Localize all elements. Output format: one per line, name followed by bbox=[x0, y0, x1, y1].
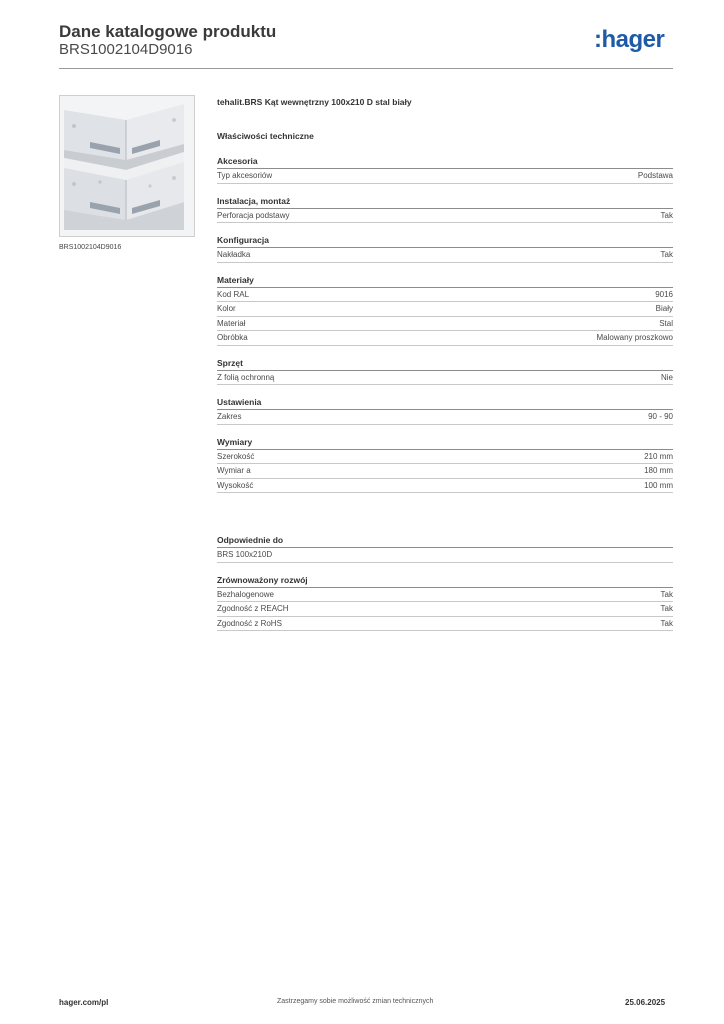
corner-duct-illustration bbox=[60, 96, 194, 236]
section-configuration bbox=[217, 235, 673, 263]
spec-content bbox=[217, 97, 673, 631]
spec-row bbox=[217, 479, 673, 494]
section-accessories bbox=[217, 156, 673, 184]
spec-value: 9016 bbox=[655, 289, 673, 299]
spec-row bbox=[217, 169, 673, 184]
spec-row bbox=[217, 548, 673, 563]
spec-label: Materiał bbox=[217, 318, 246, 328]
spec-label: Zgodność z REACH bbox=[217, 604, 289, 613]
section-installation bbox=[217, 196, 673, 224]
spec-value: Nie bbox=[660, 372, 673, 382]
footer-site-link[interactable]: hager.com/pl bbox=[59, 998, 109, 1007]
section-title: Instalacja, montaż bbox=[217, 196, 673, 209]
spec-value: 90 - 90 bbox=[648, 412, 673, 421]
hager-logo[interactable]: :hager bbox=[594, 26, 665, 53]
section-dimensions bbox=[217, 437, 673, 494]
spec-row bbox=[217, 371, 673, 386]
spec-row bbox=[217, 288, 673, 303]
footer-date: 25.06.2025 bbox=[625, 998, 666, 1007]
section-title: Sprzęt bbox=[217, 358, 673, 371]
spec-row bbox=[217, 602, 673, 617]
spec-value: Malowany proszkowo bbox=[596, 333, 673, 342]
spec-label: Bezhalogenowe bbox=[217, 589, 274, 599]
section-hardware bbox=[217, 358, 673, 386]
section-title: Ustawienia bbox=[217, 397, 673, 410]
spec-row bbox=[217, 317, 673, 332]
spec-label: Wymiar a bbox=[217, 466, 251, 475]
spec-value: 100 mm bbox=[644, 480, 673, 490]
spec-value: Tak bbox=[660, 589, 673, 599]
spec-label: Szerokość bbox=[217, 451, 255, 461]
footer-disclaimer: Zastrzegamy sobie możliwość zmian technicznych bbox=[277, 998, 434, 1005]
spec-row bbox=[217, 617, 673, 632]
product-image bbox=[59, 95, 195, 237]
section-title: Odpowiednie do bbox=[217, 535, 673, 548]
spec-row bbox=[217, 331, 673, 346]
spec-label: Obróbka bbox=[217, 333, 248, 342]
spec-label: BRS 100x210D bbox=[217, 550, 273, 559]
spec-row bbox=[217, 588, 673, 603]
spec-row bbox=[217, 248, 673, 263]
section-title: Materiały bbox=[217, 275, 673, 288]
spec-label: Zgodność z RoHS bbox=[217, 618, 282, 628]
spec-value: 180 mm bbox=[644, 466, 673, 475]
spec-value: Podstawa bbox=[637, 171, 673, 180]
spec-row bbox=[217, 209, 673, 224]
spec-value: Biały bbox=[655, 304, 673, 313]
section-sustainability bbox=[217, 575, 673, 632]
spec-label: Perforacja podstawy bbox=[217, 210, 290, 220]
spec-value: Tak bbox=[660, 210, 673, 220]
section-title: Zrównoważony rozwój bbox=[217, 575, 673, 588]
section-settings bbox=[217, 397, 673, 425]
spec-row bbox=[217, 450, 673, 465]
spec-row bbox=[217, 302, 673, 317]
section-materials bbox=[217, 275, 673, 346]
spec-label: Typ akcesoriów bbox=[217, 171, 273, 180]
section-compatible bbox=[217, 535, 673, 563]
section-title: Wymiary bbox=[217, 437, 673, 450]
spec-value: Stal bbox=[659, 318, 673, 328]
spec-value: Tak bbox=[660, 604, 673, 613]
section-title: Konfiguracja bbox=[217, 235, 673, 248]
properties-title: Właściwości techniczne bbox=[217, 131, 314, 141]
product-code: BRS1002104D9016 bbox=[59, 41, 193, 58]
spec-label: Kod RAL bbox=[217, 289, 250, 299]
spec-row bbox=[217, 464, 673, 479]
page-title: Dane katalogowe produktu bbox=[59, 22, 277, 41]
image-caption: BRS1002104D9016 bbox=[59, 244, 122, 251]
spec-label: Z folią ochronną bbox=[217, 372, 275, 382]
spec-value: Tak bbox=[660, 250, 673, 259]
spec-label: Wysokość bbox=[217, 480, 254, 490]
spec-row bbox=[217, 410, 673, 425]
spec-label: Zakres bbox=[217, 412, 242, 421]
product-name: tehalit.BRS Kąt wewnętrzny 100x210 D stal biały bbox=[217, 97, 412, 107]
header-divider bbox=[59, 68, 673, 69]
spec-value: Tak bbox=[660, 618, 673, 628]
spec-label: Nakładka bbox=[217, 250, 251, 259]
spec-value: 210 mm bbox=[644, 451, 673, 461]
section-spacer bbox=[217, 493, 673, 523]
section-title: Akcesoria bbox=[217, 156, 673, 169]
spec-label: Kolor bbox=[217, 304, 236, 313]
